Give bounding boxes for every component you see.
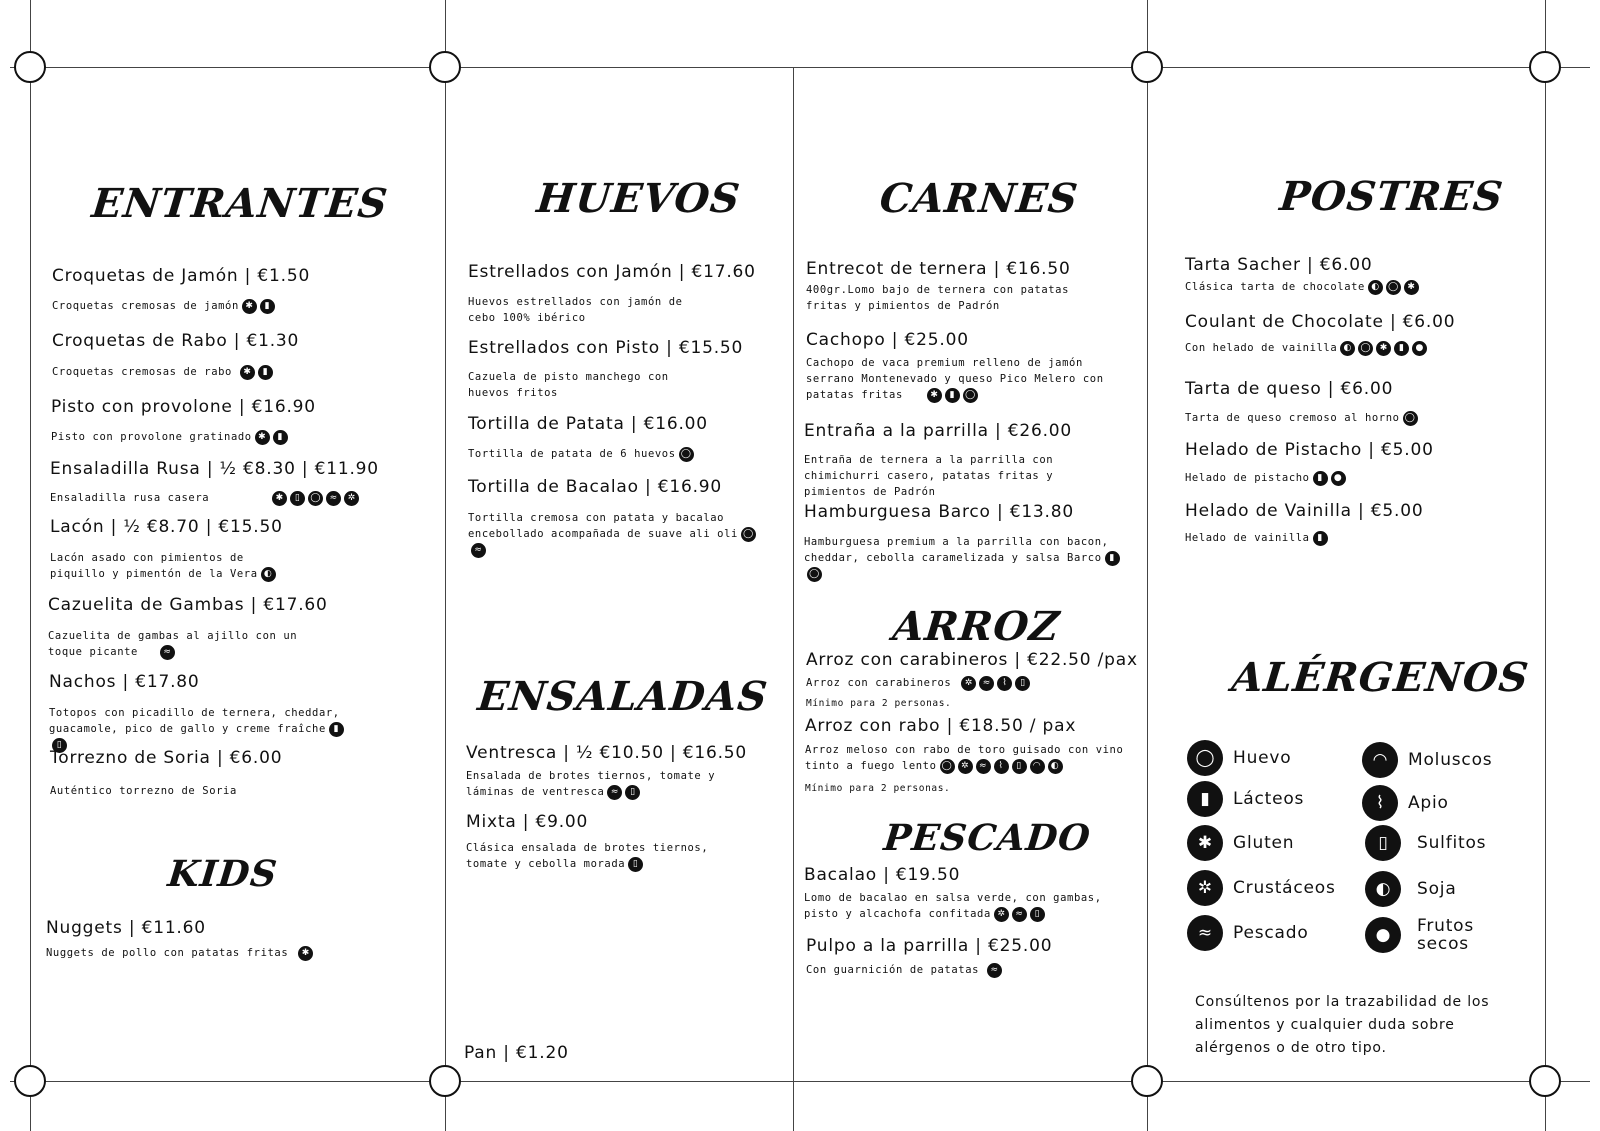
corner-ring	[1131, 51, 1163, 83]
menu-item-title: Pulpo a la parrilla | €25.00	[806, 936, 1053, 956]
celery-icon: ⌇	[1362, 785, 1398, 821]
guide-line-top	[10, 67, 1590, 68]
menu-item-title: Lacón | ½ €8.70 | €15.50	[50, 517, 283, 537]
bottle-icon: ▯	[1030, 907, 1045, 922]
bottle-icon: ▯	[625, 785, 640, 800]
wheat-icon: ✱	[1187, 825, 1223, 861]
kids-heading: KIDS	[165, 853, 280, 895]
menu-item-title: Estrellados con Jamón | €17.60	[468, 262, 756, 282]
menu-item-title: Arroz con carabineros | €22.50 /pax	[806, 650, 1138, 670]
milk-icon: ▮	[945, 388, 960, 403]
milk-icon: ▮	[1313, 471, 1328, 486]
wheat-icon: ✱	[242, 299, 257, 314]
corner-ring	[429, 1065, 461, 1097]
fish-icon: ≈	[1187, 915, 1223, 951]
crab-icon: ✲	[958, 759, 973, 774]
milk-icon: ▮	[1187, 781, 1223, 817]
menu-item-desc: Lomo de bacalao en salsa verde, con gambas, pisto y alcachofa confitada ✲ ≈ ▯	[804, 892, 1102, 920]
wheat-icon: ✱	[240, 365, 255, 380]
entrantes-heading: ENTRANTES	[89, 180, 391, 227]
soy-icon: ◐	[261, 567, 276, 582]
menu-item-title: Nachos | €17.80	[49, 672, 200, 692]
allergen-apio: ⌇ Apio	[1362, 785, 1449, 821]
milk-icon: ▮	[1105, 551, 1120, 566]
menu-item-title: Tarta de queso | €6.00	[1185, 379, 1394, 399]
bottle-icon: ▯	[52, 738, 67, 753]
wheat-icon: ✱	[255, 430, 270, 445]
wheat-icon: ✱	[1376, 341, 1391, 356]
menu-item-title: Arroz con rabo | €18.50 / pax	[805, 716, 1077, 736]
menu-item-desc: Con helado de vainilla ◐ ◯ ✱ ▮ ●	[1185, 340, 1427, 356]
egg-icon: ◯	[308, 491, 323, 506]
menu-item-desc: Ensaladilla rusa casera ✱ ▯ ◯ ≈ ✲	[50, 490, 359, 506]
bottle-icon: ▯	[1012, 759, 1027, 774]
menu-item-title: Pisto con provolone | €16.90	[51, 397, 316, 417]
menu-item-title: Helado de Pistacho | €5.00	[1185, 440, 1434, 460]
nut-icon: ●	[1412, 341, 1427, 356]
soy-icon: ◐	[1340, 341, 1355, 356]
menu-item-title: Tortilla de Bacalao | €16.90	[468, 477, 722, 497]
wheat-icon: ✱	[272, 491, 287, 506]
egg-icon: ◯	[741, 527, 756, 542]
menu-item-desc: Nuggets de pollo con patatas fritas ✱	[46, 945, 313, 961]
milk-icon: ▮	[258, 365, 273, 380]
pescado-heading: PESCADO	[881, 817, 1093, 859]
menu-item-desc: 400gr.Lomo bajo de ternera con patatas fritas y pimientos de Padrón	[806, 284, 1070, 312]
fish-icon: ≈	[1012, 907, 1027, 922]
allergen-sulfitos: ▯ Sulfitos	[1365, 825, 1486, 861]
fish-icon: ≈	[471, 543, 486, 558]
fish-icon: ≈	[979, 676, 994, 691]
corner-ring	[429, 51, 461, 83]
egg-icon: ◯	[1358, 341, 1373, 356]
celery-icon: ⌇	[994, 759, 1009, 774]
menu-item-title: Croquetas de Rabo | €1.30	[52, 331, 300, 351]
menu-item-desc: Hamburguesa premium a la parrilla con bacon, cheddar, cebolla caramelizada y salsa Barco ▮◯	[804, 534, 1134, 582]
menu-item-desc: Cachopo de vaca premium relleno de jamón serrano Montenevado y queso Pico Melero con patatas fritas ✱ ▮ ◯	[806, 357, 1104, 401]
menu-item-desc: Arroz meloso con rabo de toro guisado con vino tinto a fuego lento ◯ ✲ ≈ ⌇ ▯ ◠ ◐	[805, 744, 1124, 772]
menu-item-desc: Tarta de queso cremoso al horno ◯	[1185, 410, 1418, 426]
soy-icon: ◐	[1365, 871, 1401, 907]
allergen-gluten: ✱ Gluten	[1187, 825, 1294, 861]
bottle-icon: ▯	[290, 491, 305, 506]
menu-item-title: Helado de Vainilla | €5.00	[1185, 501, 1424, 521]
egg-icon: ◯	[1386, 280, 1401, 295]
menu-item-desc: Lacón asado con pimientos de piquillo y pimentón de la Vera ◐	[50, 550, 305, 582]
menu-item-title: Cachopo | €25.00	[806, 330, 969, 350]
celery-icon: ⌇	[997, 676, 1012, 691]
menu-item-desc: Helado de vainilla ▮	[1185, 530, 1328, 546]
nut-icon: ●	[1365, 917, 1401, 953]
fish-icon: ≈	[160, 645, 175, 660]
menu-item-desc: Croquetas cremosas de rabo ✱ ▮	[52, 364, 273, 380]
guide-line-v1	[30, 0, 31, 1131]
menu-item-title: Torrezno de Soria | €6.00	[50, 748, 283, 768]
menu-item-title: Entrecot de ternera | €16.50	[806, 259, 1071, 279]
fish-icon: ≈	[987, 963, 1002, 978]
menu-item-desc: Arroz con carabineros ✲ ≈ ⌇ ▯	[806, 675, 1030, 691]
arroz-heading: ARROZ	[890, 603, 1063, 650]
guide-line-v5	[1545, 0, 1546, 1131]
menu-item-desc: Totopos con picadillo de ternera, cheddar, guacamole, pico de gallo y creme fraîche ▮▯	[49, 705, 349, 753]
menu-item-desc: Entraña de ternera a la parrilla con chimichurri casero, patatas fritas y pimientos de Padrón	[804, 454, 1054, 498]
shell-icon: ◠	[1030, 759, 1045, 774]
corner-ring	[14, 51, 46, 83]
menu-item-title: Estrellados con Pisto | €15.50	[468, 338, 744, 358]
milk-icon: ▮	[1313, 531, 1328, 546]
menu-item-note: Mínimo para 2 personas.	[805, 783, 951, 794]
allergen-pescado: ≈ Pescado	[1187, 915, 1309, 951]
milk-icon: ▮	[260, 299, 275, 314]
nut-icon: ●	[1331, 471, 1346, 486]
menu-item-desc: Pisto con provolone gratinado ✱ ▮	[51, 429, 288, 445]
milk-icon: ▮	[1394, 341, 1409, 356]
crab-icon: ✲	[1187, 870, 1223, 906]
menu-item-title: Bacalao | €19.50	[804, 865, 961, 885]
carnes-heading: CARNES	[877, 175, 1081, 222]
allergen-note: Consúltenos por la trazabilidad de los alimentos y cualquier duda sobre alérgenos o de otro tipo.	[1195, 994, 1490, 1056]
menu-item-note: Mínimo para 2 personas.	[806, 698, 952, 709]
menu-item-desc: Croquetas cremosas de jamón ✱ ▮	[52, 298, 275, 314]
huevos-heading: HUEVOS	[534, 175, 743, 222]
menu-item-title: Mixta | €9.00	[466, 812, 589, 832]
alergenos-heading: ALÉRGENOS	[1229, 654, 1532, 701]
allergen-lacteos: ▮ Lácteos	[1187, 781, 1304, 817]
menu-item-desc: Helado de pistacho ▮ ●	[1185, 470, 1346, 486]
milk-icon: ▮	[273, 430, 288, 445]
corner-ring	[1529, 1065, 1561, 1097]
menu-item-desc: Cazuelita de gambas al ajillo con un toque picante ≈	[48, 630, 298, 658]
postres-heading: POSTRES	[1277, 173, 1506, 220]
fish-icon: ≈	[326, 491, 341, 506]
corner-ring	[14, 1065, 46, 1097]
guide-line-bottom	[10, 1081, 1590, 1082]
menu-item-desc: Clásica ensalada de brotes tiernos, tomate y cebolla morada ▯	[466, 842, 709, 870]
guide-line-v2	[445, 0, 446, 1131]
menu-item-title: Tarta Sacher | €6.00	[1185, 255, 1373, 275]
menu-item-title: Ventresca | ½ €10.50 | €16.50	[466, 743, 748, 763]
menu-item-desc: Cazuela de pisto manchego con huevos fritos	[468, 371, 669, 399]
soy-icon: ◐	[1368, 280, 1383, 295]
allergen-moluscos: ◠ Moluscos	[1362, 742, 1492, 778]
menu-item-desc: Clásica tarta de chocolate ◐ ◯ ✱	[1185, 279, 1419, 295]
egg-icon: ◯	[1187, 740, 1223, 776]
corner-ring	[1529, 51, 1561, 83]
fish-icon: ≈	[607, 785, 622, 800]
crab-icon: ✲	[961, 676, 976, 691]
allergen-soja: ◐ Soja	[1365, 871, 1457, 907]
egg-icon: ◯	[679, 447, 694, 462]
menu-item-desc: Huevos estrellados con jamón de cebo 100% ibérico	[468, 296, 683, 324]
menu-item-title: Cazuelita de Gambas | €17.60	[48, 595, 328, 615]
guide-line-v4	[1147, 0, 1148, 1131]
allergen-huevo: ◯ Huevo	[1187, 740, 1291, 776]
menu-item-title: Ensaladilla Rusa | ½ €8.30 | €11.90	[50, 459, 379, 479]
fish-icon: ≈	[976, 759, 991, 774]
menu-item-title: Coulant de Chocolate | €6.00	[1185, 312, 1456, 332]
menu-item-title: Entraña a la parrilla | €26.00	[804, 421, 1073, 441]
menu-item-desc: Ensalada de brotes tiernos, tomate y láminas de ventresca ≈ ▯	[466, 770, 716, 798]
menu-item-title: Tortilla de Patata | €16.00	[468, 414, 708, 434]
corner-ring	[1131, 1065, 1163, 1097]
guide-line-v3	[793, 67, 794, 1131]
menu-item-title: Croquetas de Jamón | €1.50	[52, 266, 311, 286]
soy-icon: ◐	[1048, 759, 1063, 774]
menu-item-desc: Tortilla de patata de 6 huevos ◯	[468, 446, 694, 462]
crab-icon: ✲	[344, 491, 359, 506]
milk-icon: ▮	[329, 722, 344, 737]
wheat-icon: ✱	[1404, 280, 1419, 295]
menu-item-title: Hamburguesa Barco | €13.80	[804, 502, 1074, 522]
egg-icon: ◯	[1403, 411, 1418, 426]
pan-item-title: Pan | €1.20	[464, 1043, 569, 1063]
allergen-crustaceos: ✲ Crustáceos	[1187, 870, 1336, 906]
egg-icon: ◯	[807, 567, 822, 582]
menu-item-desc: Auténtico torrezno de Soria	[50, 785, 237, 797]
menu-item-desc: Tortilla cremosa con patata y bacalao encebollado acompañada de suave ali oli ◯≈	[468, 510, 768, 558]
bottle-icon: ▯	[1365, 825, 1401, 861]
egg-icon: ◯	[963, 388, 978, 403]
shell-icon: ◠	[1362, 742, 1398, 778]
menu-item-title: Nuggets | €11.60	[46, 918, 206, 938]
menu-item-desc: Con guarnición de patatas ≈	[806, 962, 1002, 978]
allergen-frutos-secos: ● Frutos secos	[1365, 917, 1481, 953]
wheat-icon: ✱	[927, 388, 942, 403]
wheat-icon: ✱	[298, 946, 313, 961]
crab-icon: ✲	[994, 907, 1009, 922]
bottle-icon: ▯	[1015, 676, 1030, 691]
ensaladas-heading: ENSALADAS	[475, 673, 771, 720]
egg-icon: ◯	[940, 759, 955, 774]
bottle-icon: ▯	[628, 857, 643, 872]
